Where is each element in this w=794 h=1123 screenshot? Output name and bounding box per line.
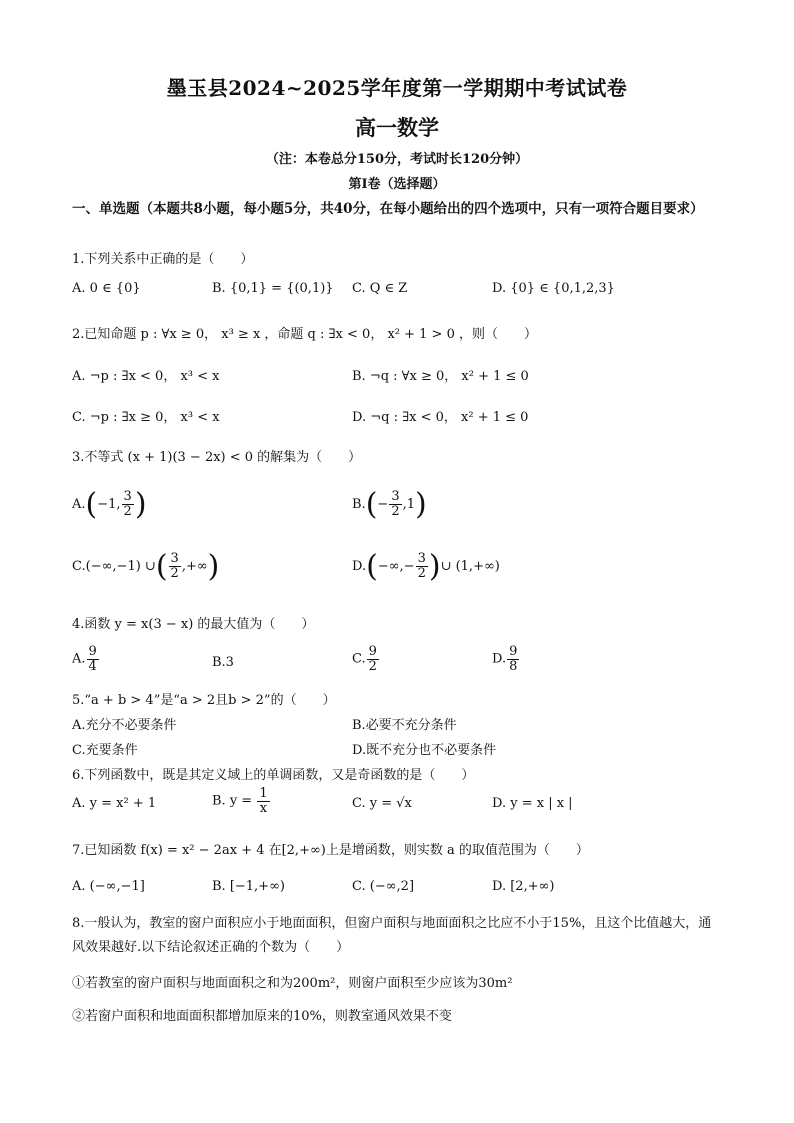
- question-2-option-d: D. ¬q : ∃x < 0， x² + 1 ≤ 0: [352, 410, 529, 425]
- question-4-option-c: [352, 645, 380, 673]
- fraction: [416, 552, 428, 580]
- question-1-option-a: A. 0 ∈ {0}: [72, 281, 141, 296]
- interval-end: ,1: [402, 497, 415, 512]
- question-6-option-b: [212, 787, 271, 815]
- section-heading: 一、单选题（本题共8小题，每小题5分，共40分，在每小题给出的四个选项中，只有一项符合题目要求）: [72, 201, 704, 217]
- question-2-option-c: C. ¬p : ∃x ≥ 0， x³ < x: [72, 410, 220, 425]
- interval-start: −∞,−: [377, 559, 415, 574]
- option-label: A.: [72, 497, 86, 512]
- question-3-stem: 3.不等式 (x + 1)(3 − 2x) < 0 的解集为（ ）: [72, 450, 362, 465]
- question-7-stem: 7.已知函数 f(x) = x² − 2ax + 4 在[2,+∞)上是增函数，则实数 a 的取值范围为（ ）: [72, 843, 589, 858]
- fraction: [507, 645, 519, 673]
- denominator: 2: [368, 658, 377, 674]
- question-6-option-a: A. y = x² + 1: [72, 796, 157, 811]
- option-label: D.: [352, 559, 367, 574]
- question-4-option-a: [72, 645, 100, 673]
- question-1-stem: 1.下列关系中正确的是（ ）: [72, 252, 254, 267]
- question-1-option-c: C. Q ∈ Z: [352, 281, 408, 296]
- numerator: 1: [259, 786, 268, 801]
- question-6-stem: 6.下列函数中，既是其定义域上的单调函数，又是奇函数的是（ ）: [72, 768, 475, 783]
- question-1-option-b: B. {0,1} = {(0,1)}: [212, 281, 334, 296]
- question-7-option-c: C. (−∞,2]: [352, 879, 415, 894]
- denominator: x: [259, 800, 268, 816]
- interval-start: −1,: [97, 497, 121, 512]
- denominator: 2: [170, 566, 179, 581]
- denominator: 2: [391, 504, 400, 519]
- question-4-stem: 4.函数 y = x(3 − x) 的最大值为（ ）: [72, 617, 315, 632]
- denominator: 8: [509, 658, 518, 674]
- question-8-statement-2: ②若窗户面积和地面面积都增加原来的10%，则教室通风效果不变: [72, 1009, 452, 1024]
- option-label: C.: [72, 559, 86, 574]
- numerator: 3: [123, 489, 132, 505]
- fraction: [389, 490, 401, 518]
- question-3-option-d: D.(−∞,− $\frac{3}{2}$ )∪ (1,+∞): [352, 549, 500, 584]
- numerator: 3: [170, 551, 179, 567]
- interval-prefix: (−∞,−1) ∪: [85, 559, 156, 574]
- question-7-option-a: A. (−∞,−1]: [72, 879, 145, 894]
- exam-note: （注：本卷总分150分，考试时长120分钟）: [265, 152, 529, 167]
- exam-subject: 高一数学: [355, 115, 439, 140]
- question-3-option-b: B.(− $\frac{3}{2}$ ,1): [352, 487, 427, 522]
- interval-start: −: [377, 497, 389, 512]
- question-5-option-d: D.既不充分也不必要条件: [352, 743, 497, 758]
- question-6-option-c: C. y = √x: [352, 796, 412, 811]
- question-2-option-b: B. ¬q : ∀x ≥ 0， x² + 1 ≤ 0: [352, 369, 529, 384]
- question-5-option-c: C.充要条件: [72, 743, 138, 758]
- question-7-option-d: D. [2,+∞): [492, 879, 555, 894]
- question-5-option-a: A.充分不必要条件: [72, 718, 177, 733]
- fraction: [87, 645, 99, 673]
- fraction: [367, 645, 379, 673]
- numerator: 9: [368, 644, 377, 659]
- question-4-option-d: [492, 645, 520, 673]
- numerator: 9: [88, 644, 97, 659]
- question-2-stem: 2.已知命题 p : ∀x ≥ 0， x³ ≥ x ，命题 q : ∃x < 0， x² + 1 > 0 ，则（ ）: [72, 327, 537, 342]
- question-2-option-a: A. ¬p : ∃x < 0， x³ < x: [72, 369, 220, 384]
- option-label: A.: [72, 651, 86, 667]
- denominator: 2: [123, 504, 132, 519]
- option-label: D.: [492, 651, 507, 667]
- option-label: B.: [352, 497, 366, 512]
- denominator: 2: [417, 566, 426, 581]
- question-5-option-b: B.必要不充分条件: [352, 718, 457, 733]
- question-1-option-d: D. {0} ∈ {0,1,2,3}: [492, 281, 615, 296]
- denominator: 4: [88, 658, 97, 674]
- question-7-option-b: B. [−1,+∞): [212, 879, 285, 894]
- numerator: 3: [417, 551, 426, 567]
- question-8-stem: 8.一般认为，教室的窗户面积应小于地面面积，但窗户面积与地面面积之比应不小于15%，且这个比值越大，通风效果越好.以下结论叙述正确的个数为（ ）: [72, 916, 712, 955]
- numerator: 3: [391, 489, 400, 505]
- interval-suffix: ∪ (1,+∞): [440, 559, 500, 574]
- question-4-option-b: B.3: [212, 655, 234, 670]
- question-8-statement-1: ①若教室的窗户面积与地面面积之和为200m²，则窗户面积至少应该为30m²: [72, 976, 513, 991]
- part-heading: 第Ⅰ卷（选择题）: [348, 177, 446, 192]
- numerator: 9: [509, 644, 518, 659]
- question-3-option-c: C.(−∞,−1) ∪( $\frac{3}{2}$ ,+∞): [72, 549, 220, 584]
- option-label: C.: [352, 651, 366, 667]
- question-3-option-a: A.(−1, $\frac{3}{2}$ ): [72, 487, 147, 522]
- fraction: [169, 552, 181, 580]
- option-label: B. y =: [212, 793, 253, 809]
- exam-title: 墨玉县2024~2025学年度第一学期期中考试试卷: [166, 76, 628, 100]
- fraction: [122, 490, 134, 518]
- question-6-option-d: D. y = x | x |: [492, 796, 573, 811]
- interval-end: ,+∞: [181, 559, 208, 574]
- fraction: [257, 787, 269, 815]
- question-5-stem: 5.“a + b > 4”是“a > 2且b > 2”的（ ）: [72, 693, 336, 708]
